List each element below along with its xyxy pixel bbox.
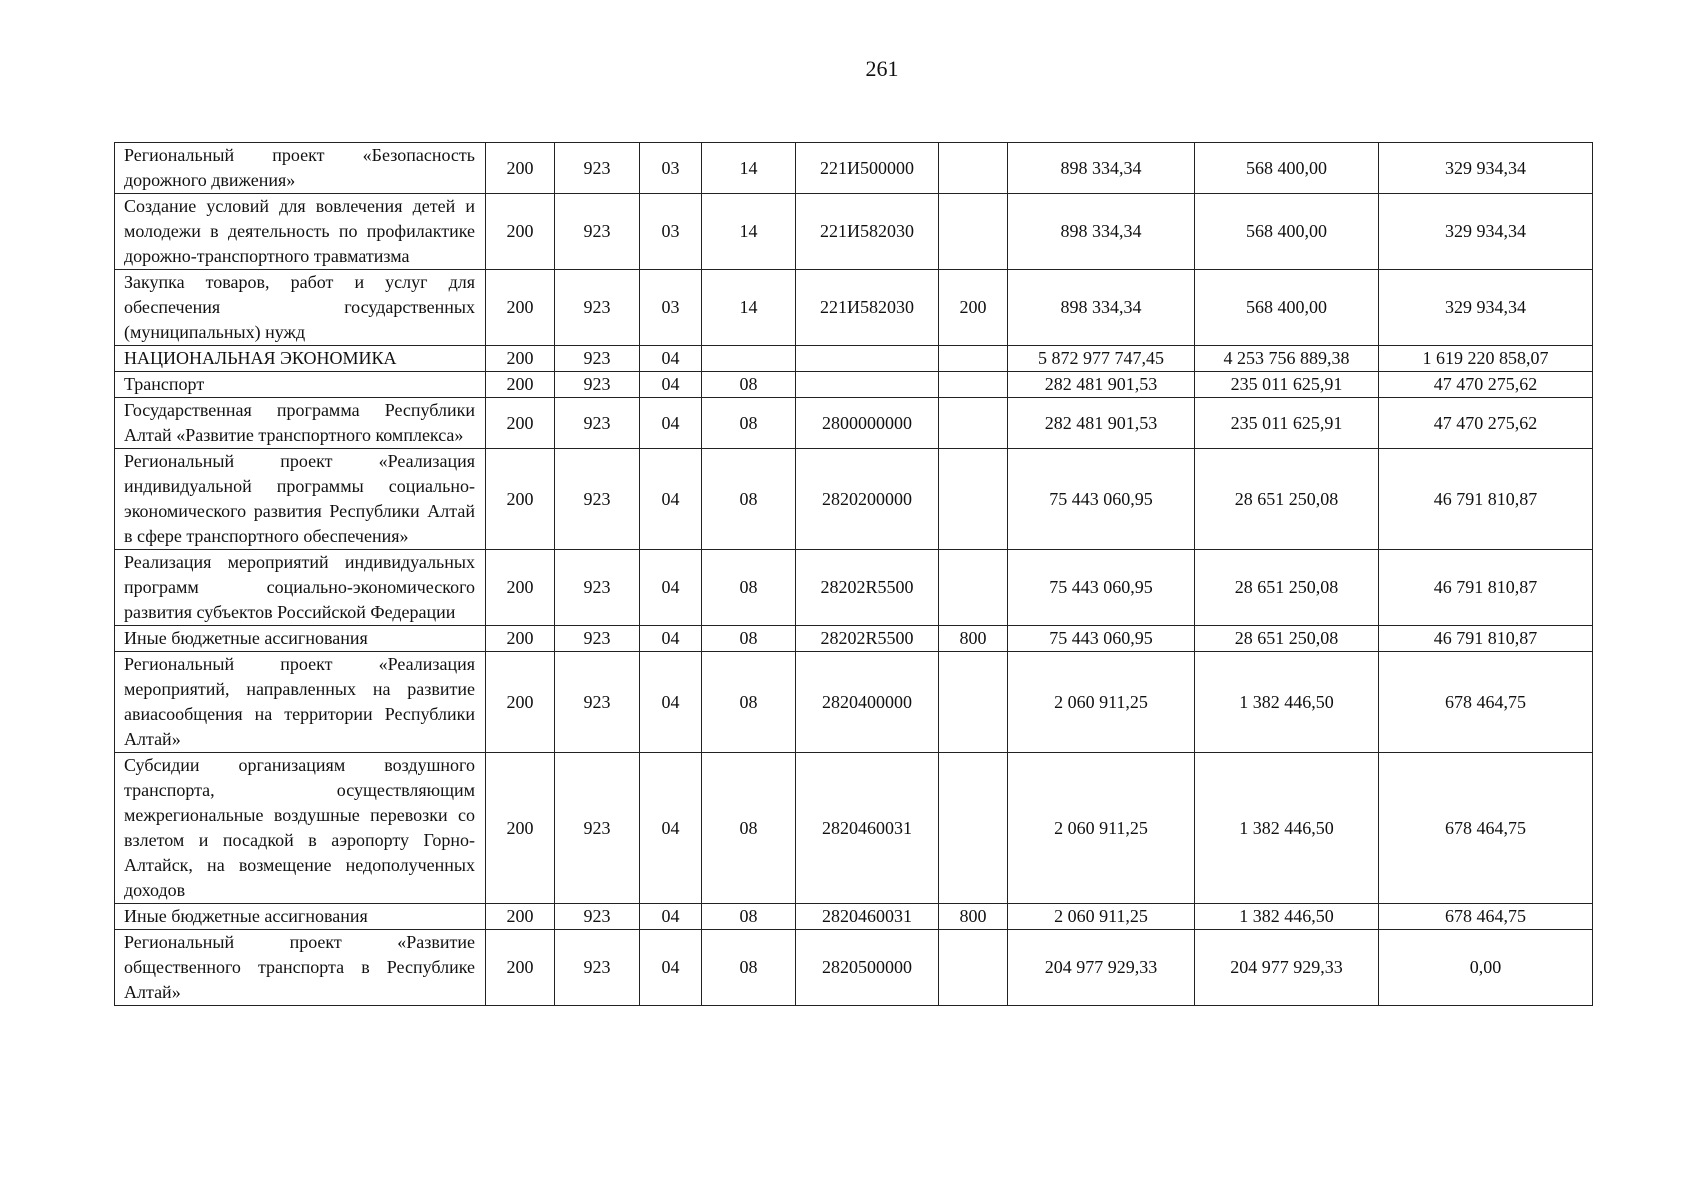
expense-type-cell [939, 398, 1008, 449]
total-amount-cell: 898 334,34 [1008, 143, 1195, 194]
amount-2-cell: 46 791 810,87 [1379, 550, 1593, 626]
section-cell: 04 [640, 753, 702, 904]
target-article-cell [796, 372, 939, 398]
ved-cell: 923 [555, 904, 640, 930]
grbs-cell: 200 [486, 626, 555, 652]
table-row [115, 550, 1593, 626]
row-name-cell: Региональный проект «Реализация индивидуальной программы социально-экономического развития Республики Алтай в сфере транспортного обеспечения» [115, 449, 486, 550]
amount-1-cell: 568 400,00 [1195, 270, 1379, 346]
amount-2-cell: 329 934,34 [1379, 270, 1593, 346]
expense-type-cell: 200 [939, 270, 1008, 346]
target-article-cell: 2820500000 [796, 930, 939, 1006]
amount-1-cell: 28 651 250,08 [1195, 550, 1379, 626]
amount-1-cell: 568 400,00 [1195, 143, 1379, 194]
grbs-cell: 200 [486, 930, 555, 1006]
subsection-cell: 08 [702, 626, 796, 652]
page-number: 261 [865, 56, 899, 81]
grbs-cell: 200 [486, 372, 555, 398]
target-article-cell: 2820460031 [796, 753, 939, 904]
target-article-cell [796, 346, 939, 372]
amount-2-cell: 0,00 [1379, 930, 1593, 1006]
section-cell: 04 [640, 626, 702, 652]
table-row [115, 904, 1593, 930]
section-cell: 04 [640, 449, 702, 550]
subsection-cell: 08 [702, 398, 796, 449]
table-row [115, 449, 1593, 550]
total-amount-cell: 2 060 911,25 [1008, 904, 1195, 930]
subsection-cell: 08 [702, 930, 796, 1006]
amount-2-cell: 329 934,34 [1379, 143, 1593, 194]
subsection-cell [702, 346, 796, 372]
expense-type-cell [939, 346, 1008, 372]
amount-2-cell: 47 470 275,62 [1379, 398, 1593, 449]
row-name-cell: Создание условий для вовлечения детей и молодежи в деятельность по профилактике дорожно-транспортного травматизма [115, 194, 486, 270]
target-article-cell: 221И500000 [796, 143, 939, 194]
section-cell: 03 [640, 143, 702, 194]
subsection-cell: 14 [702, 143, 796, 194]
expense-type-cell [939, 753, 1008, 904]
total-amount-cell: 898 334,34 [1008, 194, 1195, 270]
amount-1-cell: 235 011 625,91 [1195, 372, 1379, 398]
table-row [115, 652, 1593, 753]
subsection-cell: 14 [702, 270, 796, 346]
row-name-cell: Субсидии организациям воздушного транспорта, осуществляющим межрегиональные воздушные перевозки со взлетом и посадкой в аэропорту Горно-Алтайск, на возмещение недополученных доходов [115, 753, 486, 904]
total-amount-cell: 5 872 977 747,45 [1008, 346, 1195, 372]
subsection-cell: 08 [702, 372, 796, 398]
expense-type-cell [939, 449, 1008, 550]
grbs-cell: 200 [486, 143, 555, 194]
subsection-cell: 14 [702, 194, 796, 270]
expense-type-cell [939, 143, 1008, 194]
grbs-cell: 200 [486, 449, 555, 550]
table-row [115, 346, 1593, 372]
table-row [115, 194, 1593, 270]
expense-type-cell: 800 [939, 904, 1008, 930]
row-name-cell: Региональный проект «Безопасность дорожного движения» [115, 143, 486, 194]
grbs-cell: 200 [486, 194, 555, 270]
amount-1-cell: 1 382 446,50 [1195, 753, 1379, 904]
amount-1-cell: 4 253 756 889,38 [1195, 346, 1379, 372]
amount-2-cell: 678 464,75 [1379, 904, 1593, 930]
section-cell: 04 [640, 652, 702, 753]
table-row [115, 626, 1593, 652]
expense-type-cell [939, 550, 1008, 626]
subsection-cell: 08 [702, 550, 796, 626]
total-amount-cell: 2 060 911,25 [1008, 652, 1195, 753]
expense-type-cell [939, 194, 1008, 270]
subsection-cell: 08 [702, 652, 796, 753]
section-cell: 03 [640, 270, 702, 346]
table-row [115, 270, 1593, 346]
ved-cell: 923 [555, 930, 640, 1006]
total-amount-cell: 75 443 060,95 [1008, 449, 1195, 550]
row-name-cell: НАЦИОНАЛЬНАЯ ЭКОНОМИКА [115, 346, 486, 372]
amount-2-cell: 47 470 275,62 [1379, 372, 1593, 398]
target-article-cell: 2820200000 [796, 449, 939, 550]
subsection-cell: 08 [702, 449, 796, 550]
row-name-cell: Транспорт [115, 372, 486, 398]
ved-cell: 923 [555, 194, 640, 270]
subsection-cell: 08 [702, 904, 796, 930]
section-cell: 04 [640, 930, 702, 1006]
row-name-cell: Государственная программа Республики Алтай «Развитие транспортного комплекса» [115, 398, 486, 449]
budget-table [114, 142, 1593, 1006]
amount-1-cell: 235 011 625,91 [1195, 398, 1379, 449]
total-amount-cell: 898 334,34 [1008, 270, 1195, 346]
grbs-cell: 200 [486, 550, 555, 626]
amount-1-cell: 204 977 929,33 [1195, 930, 1379, 1006]
section-cell: 04 [640, 372, 702, 398]
table-row [115, 753, 1593, 904]
table-row [115, 398, 1593, 449]
total-amount-cell: 282 481 901,53 [1008, 372, 1195, 398]
target-article-cell: 28202R5500 [796, 550, 939, 626]
grbs-cell: 200 [486, 270, 555, 346]
amount-1-cell: 1 382 446,50 [1195, 904, 1379, 930]
ved-cell: 923 [555, 753, 640, 904]
total-amount-cell: 204 977 929,33 [1008, 930, 1195, 1006]
amount-1-cell: 28 651 250,08 [1195, 449, 1379, 550]
target-article-cell: 2820400000 [796, 652, 939, 753]
row-name-cell: Региональный проект «Реализация мероприятий, направленных на развитие авиасообщения на территории Республики Алтай» [115, 652, 486, 753]
target-article-cell: 28202R5500 [796, 626, 939, 652]
ved-cell: 923 [555, 652, 640, 753]
row-name-cell: Закупка товаров, работ и услуг для обеспечения государственных (муниципальных) нужд [115, 270, 486, 346]
total-amount-cell: 2 060 911,25 [1008, 753, 1195, 904]
amount-2-cell: 1 619 220 858,07 [1379, 346, 1593, 372]
target-article-cell: 221И582030 [796, 270, 939, 346]
grbs-cell: 200 [486, 652, 555, 753]
row-name-cell: Иные бюджетные ассигнования [115, 904, 486, 930]
total-amount-cell: 75 443 060,95 [1008, 550, 1195, 626]
target-article-cell: 2800000000 [796, 398, 939, 449]
amount-1-cell: 1 382 446,50 [1195, 652, 1379, 753]
section-cell: 03 [640, 194, 702, 270]
ved-cell: 923 [555, 398, 640, 449]
ved-cell: 923 [555, 270, 640, 346]
row-name-cell: Реализация мероприятий индивидуальных программ социально-экономического развития субъектов Российской Федерации [115, 550, 486, 626]
row-name-cell: Иные бюджетные ассигнования [115, 626, 486, 652]
amount-2-cell: 678 464,75 [1379, 753, 1593, 904]
grbs-cell: 200 [486, 904, 555, 930]
target-article-cell: 2820460031 [796, 904, 939, 930]
section-cell: 04 [640, 904, 702, 930]
amount-2-cell: 678 464,75 [1379, 652, 1593, 753]
table-row [115, 930, 1593, 1006]
expense-type-cell [939, 372, 1008, 398]
section-cell: 04 [640, 550, 702, 626]
table-body [115, 143, 1593, 1006]
total-amount-cell: 282 481 901,53 [1008, 398, 1195, 449]
section-cell: 04 [640, 346, 702, 372]
amount-2-cell: 46 791 810,87 [1379, 449, 1593, 550]
total-amount-cell: 75 443 060,95 [1008, 626, 1195, 652]
ved-cell: 923 [555, 626, 640, 652]
expense-type-cell [939, 930, 1008, 1006]
grbs-cell: 200 [486, 346, 555, 372]
section-cell: 04 [640, 398, 702, 449]
amount-1-cell: 568 400,00 [1195, 194, 1379, 270]
amount-2-cell: 329 934,34 [1379, 194, 1593, 270]
table-row [115, 143, 1593, 194]
target-article-cell: 221И582030 [796, 194, 939, 270]
subsection-cell: 08 [702, 753, 796, 904]
amount-1-cell: 28 651 250,08 [1195, 626, 1379, 652]
grbs-cell: 200 [486, 398, 555, 449]
row-name-cell: Региональный проект «Развитие общественного транспорта в Республике Алтай» [115, 930, 486, 1006]
ved-cell: 923 [555, 550, 640, 626]
table-row [115, 372, 1593, 398]
grbs-cell: 200 [486, 753, 555, 904]
expense-type-cell [939, 652, 1008, 753]
amount-2-cell: 46 791 810,87 [1379, 626, 1593, 652]
ved-cell: 923 [555, 372, 640, 398]
expense-type-cell: 800 [939, 626, 1008, 652]
ved-cell: 923 [555, 346, 640, 372]
ved-cell: 923 [555, 449, 640, 550]
ved-cell: 923 [555, 143, 640, 194]
